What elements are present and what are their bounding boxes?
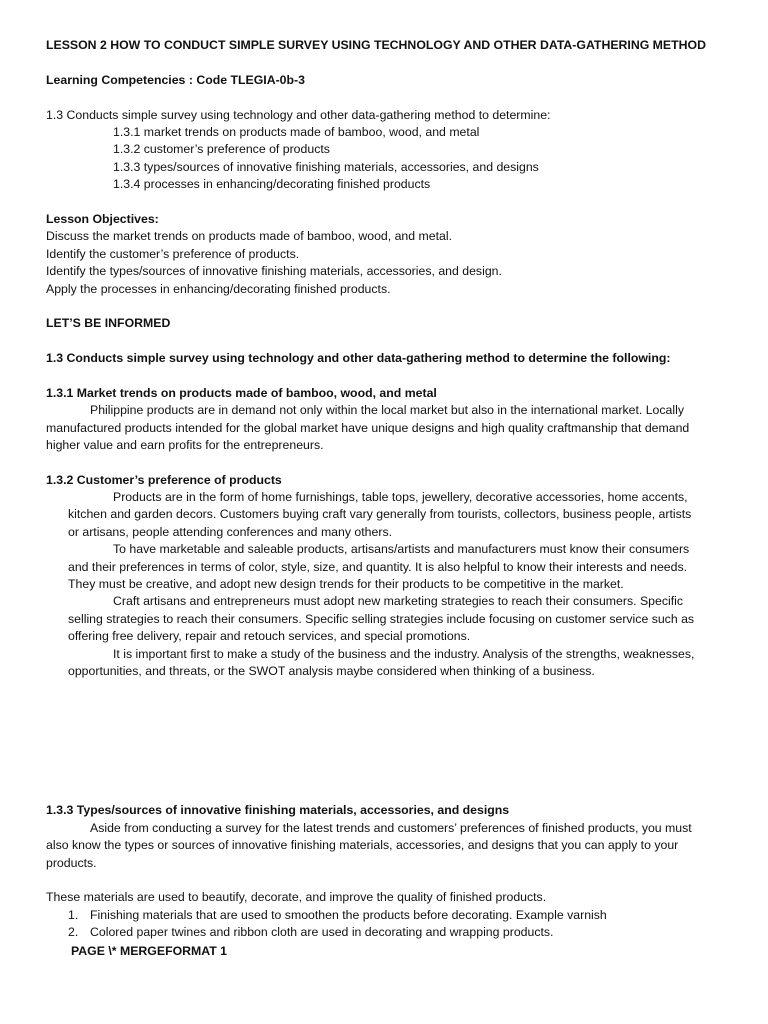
section-133-text: also know the types or sources of innovative finishing materials, accessories, and designs that you can apply to your — [46, 838, 679, 852]
competency-item: 1.3.3 types/sources of innovative finishing materials, accessories, and designs — [113, 160, 539, 174]
section-132-text: or artisans, people attending conferences and many others. — [68, 525, 393, 539]
list-text: Colored paper twines and ribbon cloth are used in decorating and wrapping products. — [90, 925, 554, 939]
materials-intro: These materials are used to beautify, decorate, and improve the quality of finished products. — [46, 890, 547, 904]
competencies-intro: 1.3 Conducts simple survey using technology and other data-gathering method to determine: — [46, 108, 551, 122]
competency-item: 1.3.1 market trends on products made of bamboo, wood, and metal — [113, 125, 480, 139]
objective-item: Apply the processes in enhancing/decorating finished products. — [46, 282, 391, 296]
list-text: Finishing materials that are used to smoothen the products before decorating. Example varnish — [90, 908, 607, 922]
competency-item: 1.3.2 customer’s preference of products — [113, 142, 330, 156]
list-number: 2. — [68, 925, 79, 939]
competency-item: 1.3.4 processes in enhancing/decorating finished products — [113, 177, 431, 191]
informed-heading: LET’S BE INFORMED — [46, 316, 171, 330]
competencies-label: Learning Competencies : Code TLEGIA-0b-3 — [46, 73, 305, 87]
section-131-text: Philippine products are in demand not only within the local market but also in the international market. Locally — [90, 403, 684, 417]
section-132-text: selling strategies to reach their consumers. Specific selling strategies include focusing on customer service such as — [68, 612, 695, 626]
section-heading: 1.3 Conducts simple survey using technology and other data-gathering method to determine the following: — [46, 351, 671, 365]
page-footer-field: PAGE \* MERGEFORMAT 1 — [71, 944, 227, 958]
section-132-heading: 1.3.2 Customer’s preference of products — [46, 473, 282, 487]
objective-item: Identify the customer’s preference of products. — [46, 247, 300, 261]
lesson-title: LESSON 2 HOW TO CONDUCT SIMPLE SURVEY USING TECHNOLOGY AND OTHER DATA-GATHERING METHOD — [46, 38, 706, 52]
section-131-text: manufactured products intended for the global market have unique designs and high quality craftmanship that demand — [46, 421, 690, 435]
section-132-text: It is important first to make a study of the business and the industry. Analysis of the strengths, weaknesses, — [113, 647, 695, 661]
section-132-text: Craft artisans and entrepreneurs must adopt new marketing strategies to reach their consumers. Specific — [113, 594, 684, 608]
section-133-text: products. — [46, 856, 97, 870]
objective-item: Discuss the market trends on products made of bamboo, wood, and metal. — [46, 229, 453, 243]
section-133-heading: 1.3.3 Types/sources of innovative finishing materials, accessories, and designs — [46, 803, 510, 817]
section-132-text: Products are in the form of home furnishings, table tops, jewellery, decorative accessories, home accents, — [113, 490, 688, 504]
section-133-text: Aside from conducting a survey for the latest trends and customers’ preferences of finished products, you must — [90, 821, 692, 835]
section-132-text: and their preferences in terms of color, style, size, and quantity. It is also helpful to know their interests and needs. — [68, 560, 688, 574]
section-132-text: offering free delivery, repair and retouch services, and special promotions. — [68, 629, 471, 643]
section-132-text: kitchen and garden decors. Customers buying craft vary generally from tourists, collectors, business people, artists — [68, 507, 692, 521]
section-132-text: They must be creative, and adopt new design trends for their products to be competitive in the market. — [68, 577, 624, 591]
section-132-text: opportunities, and threats, or the SWOT analysis maybe considered when thinking of a business. — [68, 664, 595, 678]
section-131-text: higher value and earn profits for the entrepreneurs. — [46, 438, 324, 452]
section-132-text: To have marketable and saleable products, artisans/artists and manufacturers must know their consumers — [113, 542, 690, 556]
objectives-heading: Lesson Objectives: — [46, 212, 159, 226]
section-131-heading: 1.3.1 Market trends on products made of bamboo, wood, and metal — [46, 386, 437, 400]
list-number: 1. — [68, 908, 79, 922]
objective-item: Identify the types/sources of innovative finishing materials, accessories, and design. — [46, 264, 502, 278]
